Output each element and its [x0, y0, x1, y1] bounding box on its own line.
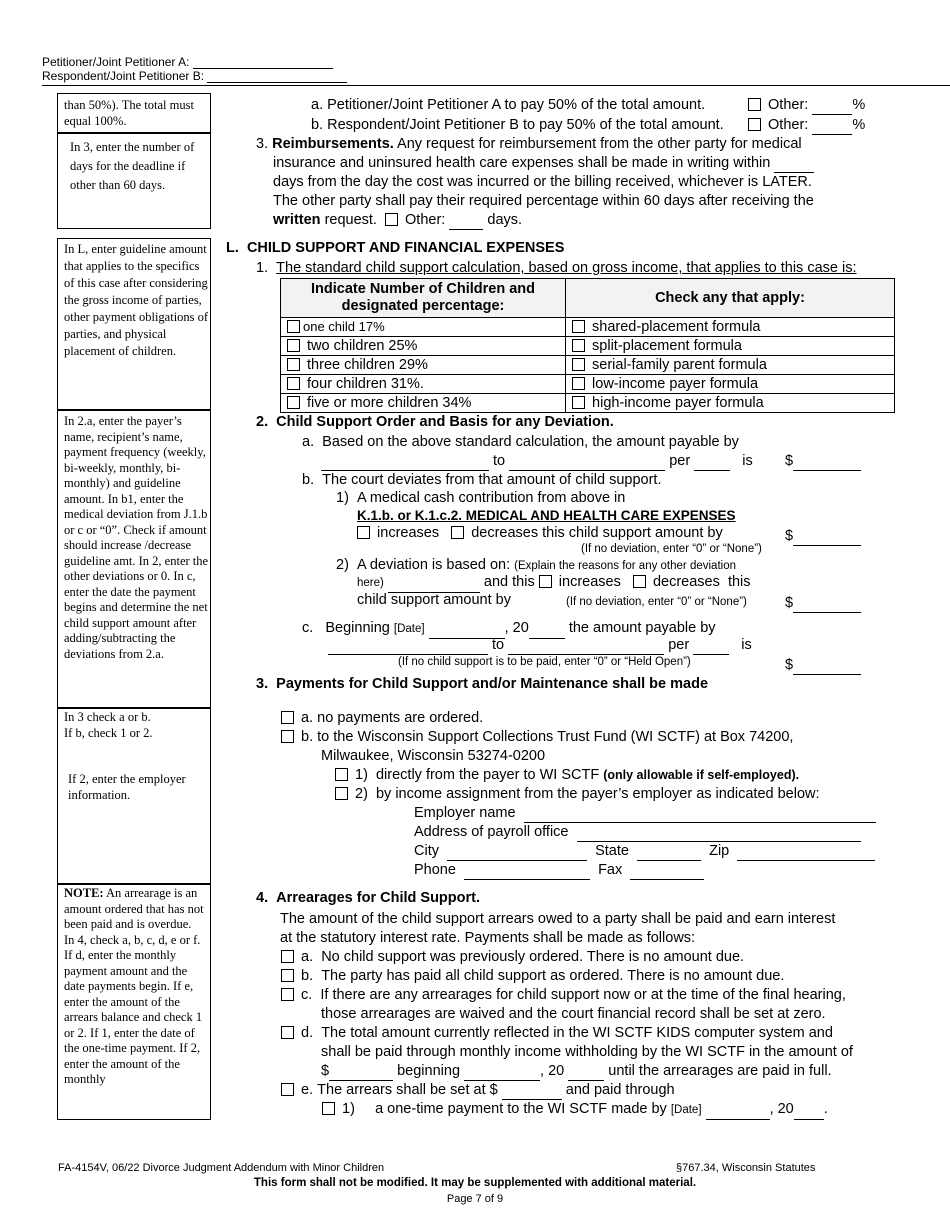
section-letter: L. — [226, 240, 239, 256]
row-checkbox[interactable] — [572, 377, 585, 390]
fax-label: Fax — [598, 862, 623, 878]
sidebar-box-arrearage — [57, 884, 211, 1120]
sidebar-note — [64, 885, 210, 933]
item2b2-text: A deviation is based on: — [356, 557, 511, 573]
table-row — [281, 337, 895, 356]
child-percentage-table — [280, 278, 895, 413]
beginning-label: Beginning — [325, 620, 390, 636]
item4d-line: d. The total amount currently reflected in the WI SCTF KIDS computer system and — [281, 1024, 833, 1043]
reimb-text: Any request for reimbursement from the other party for medical — [397, 136, 802, 152]
cell-text: shared-placement formula — [592, 319, 761, 335]
increases-label: increases — [558, 574, 621, 590]
split-b-other — [748, 116, 865, 135]
item4e1-line: 1) a one-time payment to the WI SCTF made by [Date] , 20 . — [322, 1100, 828, 1120]
item3b1-line: 1) directly from the payer to WI SCTF (only allowable if self-employed). — [335, 766, 799, 785]
dollar-sign: $ — [785, 595, 794, 611]
dollar-sign: $ — [785, 657, 794, 673]
reimb-title: Reimbursements. — [272, 136, 394, 152]
row-checkbox[interactable] — [287, 396, 300, 409]
item4a-checkbox[interactable] — [281, 950, 294, 963]
item4b-line: b. The party has paid all child support as ordered. There is no amount due. — [281, 967, 784, 986]
item3a-checkbox[interactable] — [281, 711, 294, 724]
dollar-sign: $ — [321, 1063, 330, 1079]
b2-decreases-checkbox[interactable] — [633, 575, 646, 588]
split-b-row — [311, 116, 724, 135]
statute: §767.34, Wisconsin Statutes — [676, 1162, 816, 1174]
item3b2-checkbox[interactable] — [335, 787, 348, 800]
item2b2-small: (Explain the reasons for any other deviation — [514, 560, 736, 572]
item4c-text: If there are any arrearages for child support now or at the time of the final hearing, — [320, 987, 846, 1003]
this-label: this — [727, 574, 751, 590]
decreases-label: decreases this child support amount by — [471, 525, 723, 541]
other-label: Other: — [405, 212, 446, 228]
item4d-text-2: shall be paid through monthly income withholding by the WI SCTF in the amount of — [321, 1044, 853, 1060]
item4b-checkbox[interactable] — [281, 969, 294, 982]
header-rule — [42, 85, 950, 86]
medical-deviation-field[interactable] — [793, 545, 861, 546]
split-a-pct-field[interactable] — [812, 114, 852, 115]
item2-heading: 2. Child Support Order and Basis for any Deviation. — [256, 414, 614, 430]
item2a-fields — [321, 452, 753, 471]
reimb-line-5 — [273, 211, 522, 230]
item4c-text-2: those arrearages are waived and the court financial record shall be set at zero. — [321, 1006, 826, 1022]
no-deviation-note: (If no deviation, enter “0” or “None”) — [581, 543, 762, 555]
sidebar-text: than 50%). The total must equal 100%. — [64, 98, 194, 128]
reimb-line-3: days from the day the cost was incurred or the billing received, whichever is LATER. — [273, 174, 812, 190]
footer-notice: This form shall not be modified. It may be supplemented with additional material. — [253, 1177, 697, 1189]
item2c-line: c. Beginning [Date] , 20 the amount payable by — [302, 619, 716, 639]
reimb-other-checkbox[interactable] — [385, 213, 398, 226]
state-label: State — [595, 843, 629, 859]
cell-text: split-placement formula — [592, 338, 742, 354]
item4-para-2: at the statutory interest rate. Payments shall be made as follows: — [280, 930, 696, 946]
is-label: is — [742, 453, 753, 469]
item4e-checkbox[interactable] — [281, 1083, 294, 1096]
period: . — [823, 1101, 828, 1117]
item2b-text: The court deviates from that amount of child support. — [322, 472, 662, 488]
item2b2-line: 2) A deviation is based on: (Explain the reasons for any other deviation — [336, 557, 736, 573]
sidebar-box-payments — [57, 708, 211, 884]
sidebar-text: In 3 check a or b. — [64, 710, 151, 724]
item3a-line: a. no payments are ordered. — [281, 709, 483, 728]
no-child-support-note: (If no child support is to be paid, enter “0” or “Held Open”) — [398, 656, 691, 668]
b2-increases-checkbox[interactable] — [539, 575, 552, 588]
item4b-text: The party has paid all child support as ordered. There is no amount due. — [321, 968, 785, 984]
item4e-line: e. The arrears shall be set at $ and paid through — [281, 1081, 675, 1100]
th-line: designated percentage: — [341, 298, 505, 314]
sidebar-box-payer — [57, 410, 211, 708]
item4d-fields — [321, 1062, 832, 1081]
split-b-pct-field[interactable] — [812, 134, 852, 135]
sidebar-text: In 4, check a, b, c, d, e or f. If d, enter the monthly payment amount and the date payments begin. If e, enter the amount of the arrears balance and check 1 or 2. If 1, enter the date of the one-time payment. If 2, enter the amount of the monthly — [64, 932, 203, 1086]
reimb-other-days-field[interactable] — [449, 229, 483, 230]
item4c-checkbox[interactable] — [281, 988, 294, 1001]
item4a-text: No child support was previously ordered. There is no amount due. — [321, 949, 745, 965]
date-tag: [Date] — [670, 1104, 702, 1116]
split-a-other-checkbox[interactable] — [748, 98, 761, 111]
frequency-field[interactable] — [694, 470, 730, 471]
and-this-label: and this — [483, 574, 535, 590]
sidebar-text: In L, enter guideline amount that applies to the specifics of this case after considering the gross income of parties, other payment obligations of parties, and physical placement of children. — [64, 242, 209, 358]
item1-text: The standard child support calculation, based on gross income, that applies to this case is: — [276, 260, 857, 276]
item2a-line: a. Based on the above standard calculation, the amount payable by — [302, 434, 739, 450]
zip-field[interactable] — [737, 860, 875, 861]
split-b-letter: b. — [311, 117, 324, 133]
reimb-text: request. — [324, 212, 377, 228]
reimb-line-4: The other party shall pay their required percentage within 60 days after receiving the — [273, 193, 814, 209]
other-deviation-field[interactable] — [793, 612, 861, 613]
item3b-address: Milwaukee, Wisconsin 53274-0200 — [321, 748, 546, 764]
phone-row — [414, 861, 704, 880]
table-header-check: Check any that apply: — [566, 279, 895, 318]
item2a-text: Based on the above standard calculation, the amount payable by — [322, 434, 739, 450]
petitioner-a-line — [42, 55, 333, 69]
section-title: CHILD SUPPORT AND FINANCIAL EXPENSES — [246, 240, 565, 256]
b1-increases-checkbox[interactable] — [357, 526, 370, 539]
one-time-date-field[interactable] — [706, 1119, 770, 1120]
net-amount-field[interactable] — [793, 674, 861, 675]
pct-sign: % — [852, 97, 866, 113]
c-amount — [785, 656, 861, 675]
phone-field[interactable] — [464, 879, 590, 880]
reimb-written: written — [273, 212, 321, 228]
item4d-checkbox[interactable] — [281, 1026, 294, 1039]
section-l-heading — [226, 239, 564, 258]
item3-title: Payments for Child Support and/or Maintenance shall be made — [276, 676, 709, 692]
split-b-text: Respondent/Joint Petitioner B to pay 50% of the total amount. — [327, 117, 724, 133]
respondent-b-line — [42, 69, 347, 83]
item2b-line: b. The court deviates from that amount of child support. — [302, 472, 662, 488]
b2-amount — [785, 594, 861, 613]
item4-heading: 4. Arrearages for Child Support. — [256, 890, 480, 906]
cell-text: four children 31%. — [307, 376, 424, 392]
split-a-row — [311, 96, 705, 115]
item2b1-text: A medical cash contribution from above in — [356, 490, 626, 506]
item2-title: Child Support Order and Basis for any Deviation. — [276, 414, 614, 430]
item2b1-line: 1) A medical cash contribution from above in — [336, 490, 626, 506]
to-label: to — [493, 453, 506, 469]
split-a-other — [748, 96, 865, 115]
fax-field[interactable] — [630, 879, 704, 880]
item4e1-checkbox[interactable] — [322, 1102, 335, 1115]
year-prefix: , 20 — [540, 1063, 565, 1079]
row-checkbox[interactable] — [287, 320, 300, 333]
pct-sign: % — [852, 117, 866, 133]
item3b-line: b. to the Wisconsin Support Collections Trust Fund (WI SCTF) at Box 74200, — [281, 728, 793, 747]
item2b2-fields — [357, 573, 751, 593]
th-line: Indicate Number of Children and — [311, 281, 535, 297]
item3b1-text: directly from the payer to WI SCTF — [375, 767, 600, 783]
city-label: City — [414, 843, 439, 859]
paid-through-label: and paid through — [565, 1082, 675, 1098]
year-prefix: , 20 — [769, 1101, 794, 1117]
other-label: Other: — [768, 97, 809, 113]
payable-label: the amount payable by — [568, 620, 716, 636]
city-row — [414, 842, 875, 861]
per-label: per — [668, 637, 690, 653]
note-label: NOTE: — [64, 886, 104, 900]
page-number: Page 7 of 9 — [446, 1193, 504, 1205]
guideline-amount-field[interactable] — [793, 470, 861, 471]
respondent-b-label: Respondent/Joint Petitioner B: — [42, 69, 205, 83]
sidebar-box-percent — [57, 93, 211, 133]
split-a-text: Petitioner/Joint Petitioner A to pay 50% of the total amount. — [327, 97, 706, 113]
sidebar-text: An arrearage is an amount ordered that has not been paid and is overdue. — [64, 886, 204, 931]
split-a-letter: a. — [311, 97, 324, 113]
employer-label: Employer name — [414, 805, 516, 821]
phone-label: Phone — [414, 862, 456, 878]
item1-line: 1. The standard child support calculation, based on gross income, that applies to this case is: — [256, 260, 857, 276]
table-row — [281, 356, 895, 375]
item3b2-line: 2) by income assignment from the payer’s employer as indicated below: — [335, 785, 820, 804]
sidebar-text: If 2, enter the employer information. — [68, 772, 186, 802]
to-label: to — [492, 637, 505, 653]
reimb-text: insurance and uninsured health care expenses shall be made in writing within — [273, 155, 771, 171]
item4-para-1: The amount of the child support arrears owed to a party shall be paid and earn interest — [280, 911, 836, 927]
table-row — [281, 318, 895, 337]
sidebar-box-days — [57, 133, 211, 229]
reimb-line-2 — [273, 154, 814, 173]
row-checkbox[interactable] — [572, 358, 585, 371]
cell-text: five or more children 34% — [307, 395, 472, 411]
row-checkbox[interactable] — [572, 339, 585, 352]
reimb-num: 3. — [256, 136, 269, 152]
child-amount-label: child support amount by — [357, 592, 511, 608]
reimb-line-1 — [256, 135, 802, 154]
b1-decreases-checkbox[interactable] — [451, 526, 464, 539]
item3b2-text: by income assignment from the payer’s employer as indicated below: — [375, 786, 820, 802]
cell-text: three children 29% — [307, 357, 428, 373]
item4a-line: a. No child support was previously ordered. There is no amount due. — [281, 948, 744, 967]
row-checkbox[interactable] — [287, 358, 300, 371]
item3-heading: 3. Payments for Child Support and/or Maintenance shall be made — [256, 676, 709, 692]
item4e-text: The arrears shall be set at $ — [317, 1082, 498, 1098]
item3b1-checkbox[interactable] — [335, 768, 348, 781]
form-id: FA-4154V, 06/22 Divorce Judgment Addendum with Minor Children — [58, 1162, 385, 1174]
item4e1-text: a one-time payment to the WI SCTF made by — [375, 1101, 667, 1117]
days-label: days. — [487, 212, 523, 228]
employer-row — [414, 804, 876, 823]
decreases-label: decreases — [652, 574, 720, 590]
item4c-line: c. If there are any arrearages for child support now or at the time of the final hearing, — [281, 986, 846, 1005]
cell-text: low-income payer formula — [592, 376, 759, 392]
sidebar-box-guideline — [57, 238, 211, 410]
is-label: is — [741, 637, 752, 653]
item4-title: Arrearages for Child Support. — [276, 890, 480, 906]
cell-text: serial-family parent formula — [592, 357, 767, 373]
sidebar-text: If b, check 1 or 2. — [64, 726, 153, 740]
item3a-text: no payments are ordered. — [317, 710, 484, 726]
here-label: here) — [357, 577, 384, 589]
item3b-checkbox[interactable] — [281, 730, 294, 743]
payroll-address-row — [414, 823, 861, 842]
row-checkbox[interactable] — [287, 339, 300, 352]
item3b1-bold: (only allowable if self-employed). — [603, 768, 800, 782]
zip-label: Zip — [709, 843, 730, 859]
table-row — [281, 394, 895, 413]
address-label: Address of payroll office — [414, 824, 569, 840]
one-time-year-field[interactable] — [794, 1119, 824, 1120]
increases-label: increases — [377, 525, 440, 541]
item2a-amount — [785, 452, 861, 471]
cell-text: one child 17% — [303, 319, 385, 334]
row-checkbox[interactable] — [572, 396, 585, 409]
beginning-label: beginning — [397, 1063, 461, 1079]
table-header-children — [281, 279, 566, 318]
dollar-sign: $ — [785, 453, 794, 469]
sidebar-text: In 3, enter the number of days for the deadline if other than 60 days. — [70, 140, 195, 192]
petitioner-a-label: Petitioner/Joint Petitioner A: — [42, 55, 190, 69]
sidebar-text: In 2.a, enter the payer’s name, recipient’s name, payment frequency (weekly, bi-weekly, monthly, bi-monthly) and guideline amount. In b1, enter the medical deviation from J.1.b or c or “0”. Check if amount should increase /decrease guideline amt. In 2, enter the other deviations or 0. In c, enter the date the payment begins and determine the net child support amount after adding/subtracting the deviations from 2.a. — [64, 414, 209, 661]
item3b-text: to the Wisconsin Support Collections Trust Fund (WI SCTF) at Box 74200, — [317, 729, 794, 745]
respondent-b-field[interactable] — [207, 82, 347, 83]
cell-text: two children 25% — [307, 338, 418, 354]
no-deviation-note: (If no deviation, enter “0” or “None”) — [566, 596, 747, 608]
dollar-sign: $ — [785, 528, 794, 544]
item4d-text: The total amount currently reflected in the WI SCTF KIDS computer system and — [321, 1025, 833, 1041]
split-b-other-checkbox[interactable] — [748, 118, 761, 131]
item4d-end: until the arrearages are paid in full. — [608, 1063, 832, 1079]
cell-text: high-income payer formula — [592, 395, 764, 411]
row-checkbox[interactable] — [572, 320, 585, 333]
date-tag: [Date] — [393, 623, 425, 635]
b1-amount — [785, 527, 861, 546]
other-label: Other: — [768, 117, 809, 133]
table-row — [281, 375, 895, 394]
item2b1-reference: K.1.b. or K.1.c.2. MEDICAL AND HEALTH CARE EXPENSES — [357, 508, 736, 523]
per-label: per — [669, 453, 691, 469]
c-frequency-field[interactable] — [693, 654, 729, 655]
row-checkbox[interactable] — [287, 377, 300, 390]
year-prefix: , 20 — [504, 620, 529, 636]
